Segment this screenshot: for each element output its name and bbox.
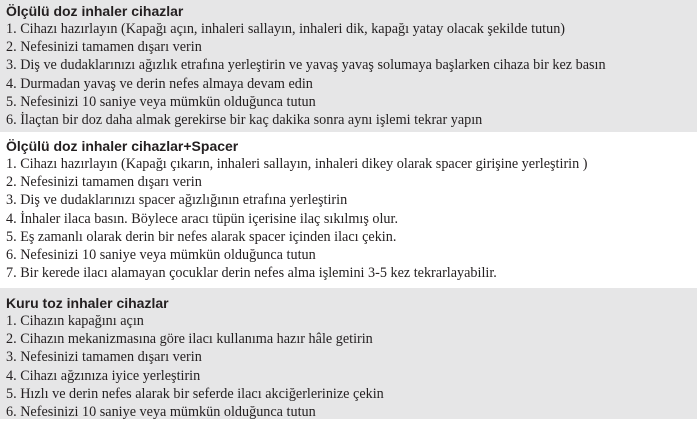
section-title: Ölçülü doz inhaler cihazlar xyxy=(6,3,184,19)
list-item: 6. Nefesinizi 10 saniye veya mümkün olduğunca tutun xyxy=(6,246,316,263)
list-item: 4. İnhaler ilaca basın. Böylece aracı tüpün içerisine ilaç sıkılmış olur. xyxy=(6,210,398,227)
dry-powder-section xyxy=(0,288,697,419)
list-item: 1. Cihazı hazırlayın (Kapağı açın, inhaleri sallayın, inhaleri dik, kapağı yatay olacak şekilde tutun) xyxy=(6,21,566,37)
list-item: 4. Cihazı ağzınıza iyice yerleştirin xyxy=(6,367,201,384)
list-item: 3. Diş ve dudaklarınızı spacer ağızlığının etrafına yerleştirin xyxy=(6,192,348,209)
list-item: 5. Hızlı ve derin nefes alarak bir seferde ilacı akciğerlerinize çekin xyxy=(6,385,384,402)
list-item: 4. Durmadan yavaş ve derin nefes almaya devam edin xyxy=(6,75,313,92)
list-item: 2. Cihazın mekanizmasına göre ilacı kullanıma hazır hâle getirin xyxy=(6,331,373,348)
list-item: 2. Nefesinizi tamamen dışarı verin xyxy=(6,39,202,56)
list-item: 1. Cihazın kapağını açın xyxy=(6,313,144,329)
list-item: 3. Nefesinizi tamamen dışarı verin xyxy=(6,349,202,366)
list-item: 1. Cihazı hazırlayın (Kapağı çıkarın, inhaleri sallayın, inhaleri dikey olarak spacer girişine yerleştirin ) xyxy=(6,156,588,172)
mdi-section xyxy=(0,0,697,132)
list-item: 2. Nefesinizi tamamen dışarı verin xyxy=(6,174,202,191)
list-item: 5. Eş zamanlı olarak derin bir nefes alarak spacer içinden ilacı çekin. xyxy=(6,228,397,245)
list-item: 3. Diş ve dudaklarınızı ağızlık etrafına yerleştirin ve yavaş yavaş solumaya başlarken cihaza bir kez basın xyxy=(6,57,606,74)
section-title: Kuru toz inhaler cihazlar xyxy=(6,295,169,311)
list-item: 7. Bir kerede ilacı alamayan çocuklar derin nefes alma işlemini 3-5 kez tekrarlayabilir. xyxy=(6,265,497,282)
list-item: 6. İlaçtan bir doz daha almak gerekirse bir kaç dakika sonra aynı işlemi tekrar yapın xyxy=(6,111,483,128)
section-title: Ölçülü doz inhaler cihazlar+Spacer xyxy=(6,138,239,154)
mdi-spacer-section xyxy=(0,132,697,288)
list-item: 6. Nefesinizi 10 saniye veya mümkün olduğunca tutun xyxy=(6,403,316,420)
list-item: 5. Nefesinizi 10 saniye veya mümkün olduğunca tutun xyxy=(6,93,316,110)
